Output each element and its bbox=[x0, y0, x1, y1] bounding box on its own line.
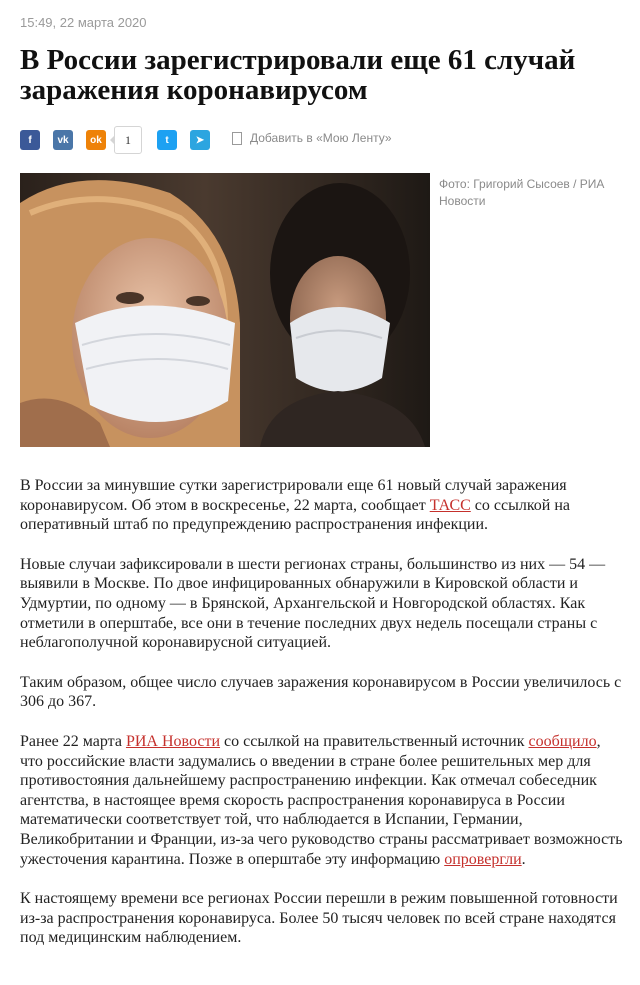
ok-share-button[interactable] bbox=[86, 130, 106, 150]
facebook-share-button[interactable] bbox=[20, 130, 40, 150]
add-to-feed-button[interactable] bbox=[232, 131, 392, 145]
add-to-feed-label: Добавить в «Мою Ленту» bbox=[250, 131, 392, 145]
article-title: В России зарегистрировали еще 61 случай заражения коронавирусом bbox=[20, 44, 576, 106]
ria-novosti-link[interactable]: РИА Новости bbox=[125, 732, 221, 750]
reported-link[interactable]: сообщило bbox=[528, 732, 597, 750]
ok-share-count: 1 bbox=[114, 126, 142, 154]
denied-link[interactable]: опровергли bbox=[444, 850, 522, 868]
facebook-icon: f bbox=[28, 134, 32, 146]
vk-icon: vk bbox=[57, 134, 69, 146]
article-photo bbox=[20, 173, 430, 447]
paragraph-text: , что российские власти задумались о введении в стране более решительных мер для противостояния дальнейшему распространению инфекции. Как отмечал собеседник агентства, в настоящее время скорость распространения коронавируса в России математически соответствует той, что наблюдается в Испании, Германии, Великобритании и Франции, из-за чего руководство страны рассматривает возможность ужесточения карантина. Позже в оперштабе эту информацию bbox=[20, 732, 623, 868]
publish-date: 15:49, 22 марта 2020 bbox=[20, 15, 147, 30]
paragraph-text: со ссылкой на оперативный штаб по предупреждению распространения инфекции. bbox=[20, 496, 571, 534]
paragraph-text: Ранее 22 марта bbox=[20, 732, 126, 750]
telegram-share-button[interactable] bbox=[190, 130, 210, 150]
bookmark-icon bbox=[232, 132, 242, 145]
photo-credit: Фото: Григорий Сысоев / РИА Новости bbox=[439, 177, 605, 208]
paragraph-text: со ссылкой на правительственный источник bbox=[220, 732, 529, 750]
photo-illustration bbox=[20, 173, 430, 447]
article-paragraph bbox=[20, 732, 626, 869]
article-paragraph: Таким образом, общее число случаев заражения коронавирусом в России увеличилось с 306 до 367. bbox=[20, 673, 622, 711]
telegram-icon: ➤ bbox=[195, 134, 205, 146]
twitter-share-button[interactable] bbox=[157, 130, 177, 150]
article-paragraph: К настоящему времени все регионах России перешли в режим повышенной готовности из-за распространения коронавируса. Более 50 тысяч человек по всей стране находятся под медицинским наблюдением. bbox=[20, 890, 618, 947]
paragraph-text: . bbox=[521, 850, 526, 868]
article-paragraph bbox=[20, 476, 626, 535]
twitter-icon: t bbox=[165, 134, 169, 146]
odnoklassniki-icon: ok bbox=[90, 134, 102, 146]
article-paragraph: Новые случаи зафиксировали в шести регионах страны, большинство из них — 54 — выявили в Москве. По двое инфицированных обнаружили в Кировской области и Удмуртии, по одному — в Брянской, Архангельской и Новгородской областях. Как отметили в оперштабе, все они в течение последних двух недель посещали страны с неблагополучной коронавирусной ситуацией. bbox=[20, 555, 606, 652]
article-body bbox=[20, 476, 626, 968]
tass-link[interactable]: ТАСС bbox=[429, 496, 471, 514]
vk-share-button[interactable] bbox=[53, 130, 73, 150]
paragraph-text: В России за минувшие сутки зарегистрировали еще 61 новый случай заражения коронавирусом. Об этом в воскресенье, 22 марта, сообщает bbox=[20, 477, 567, 514]
